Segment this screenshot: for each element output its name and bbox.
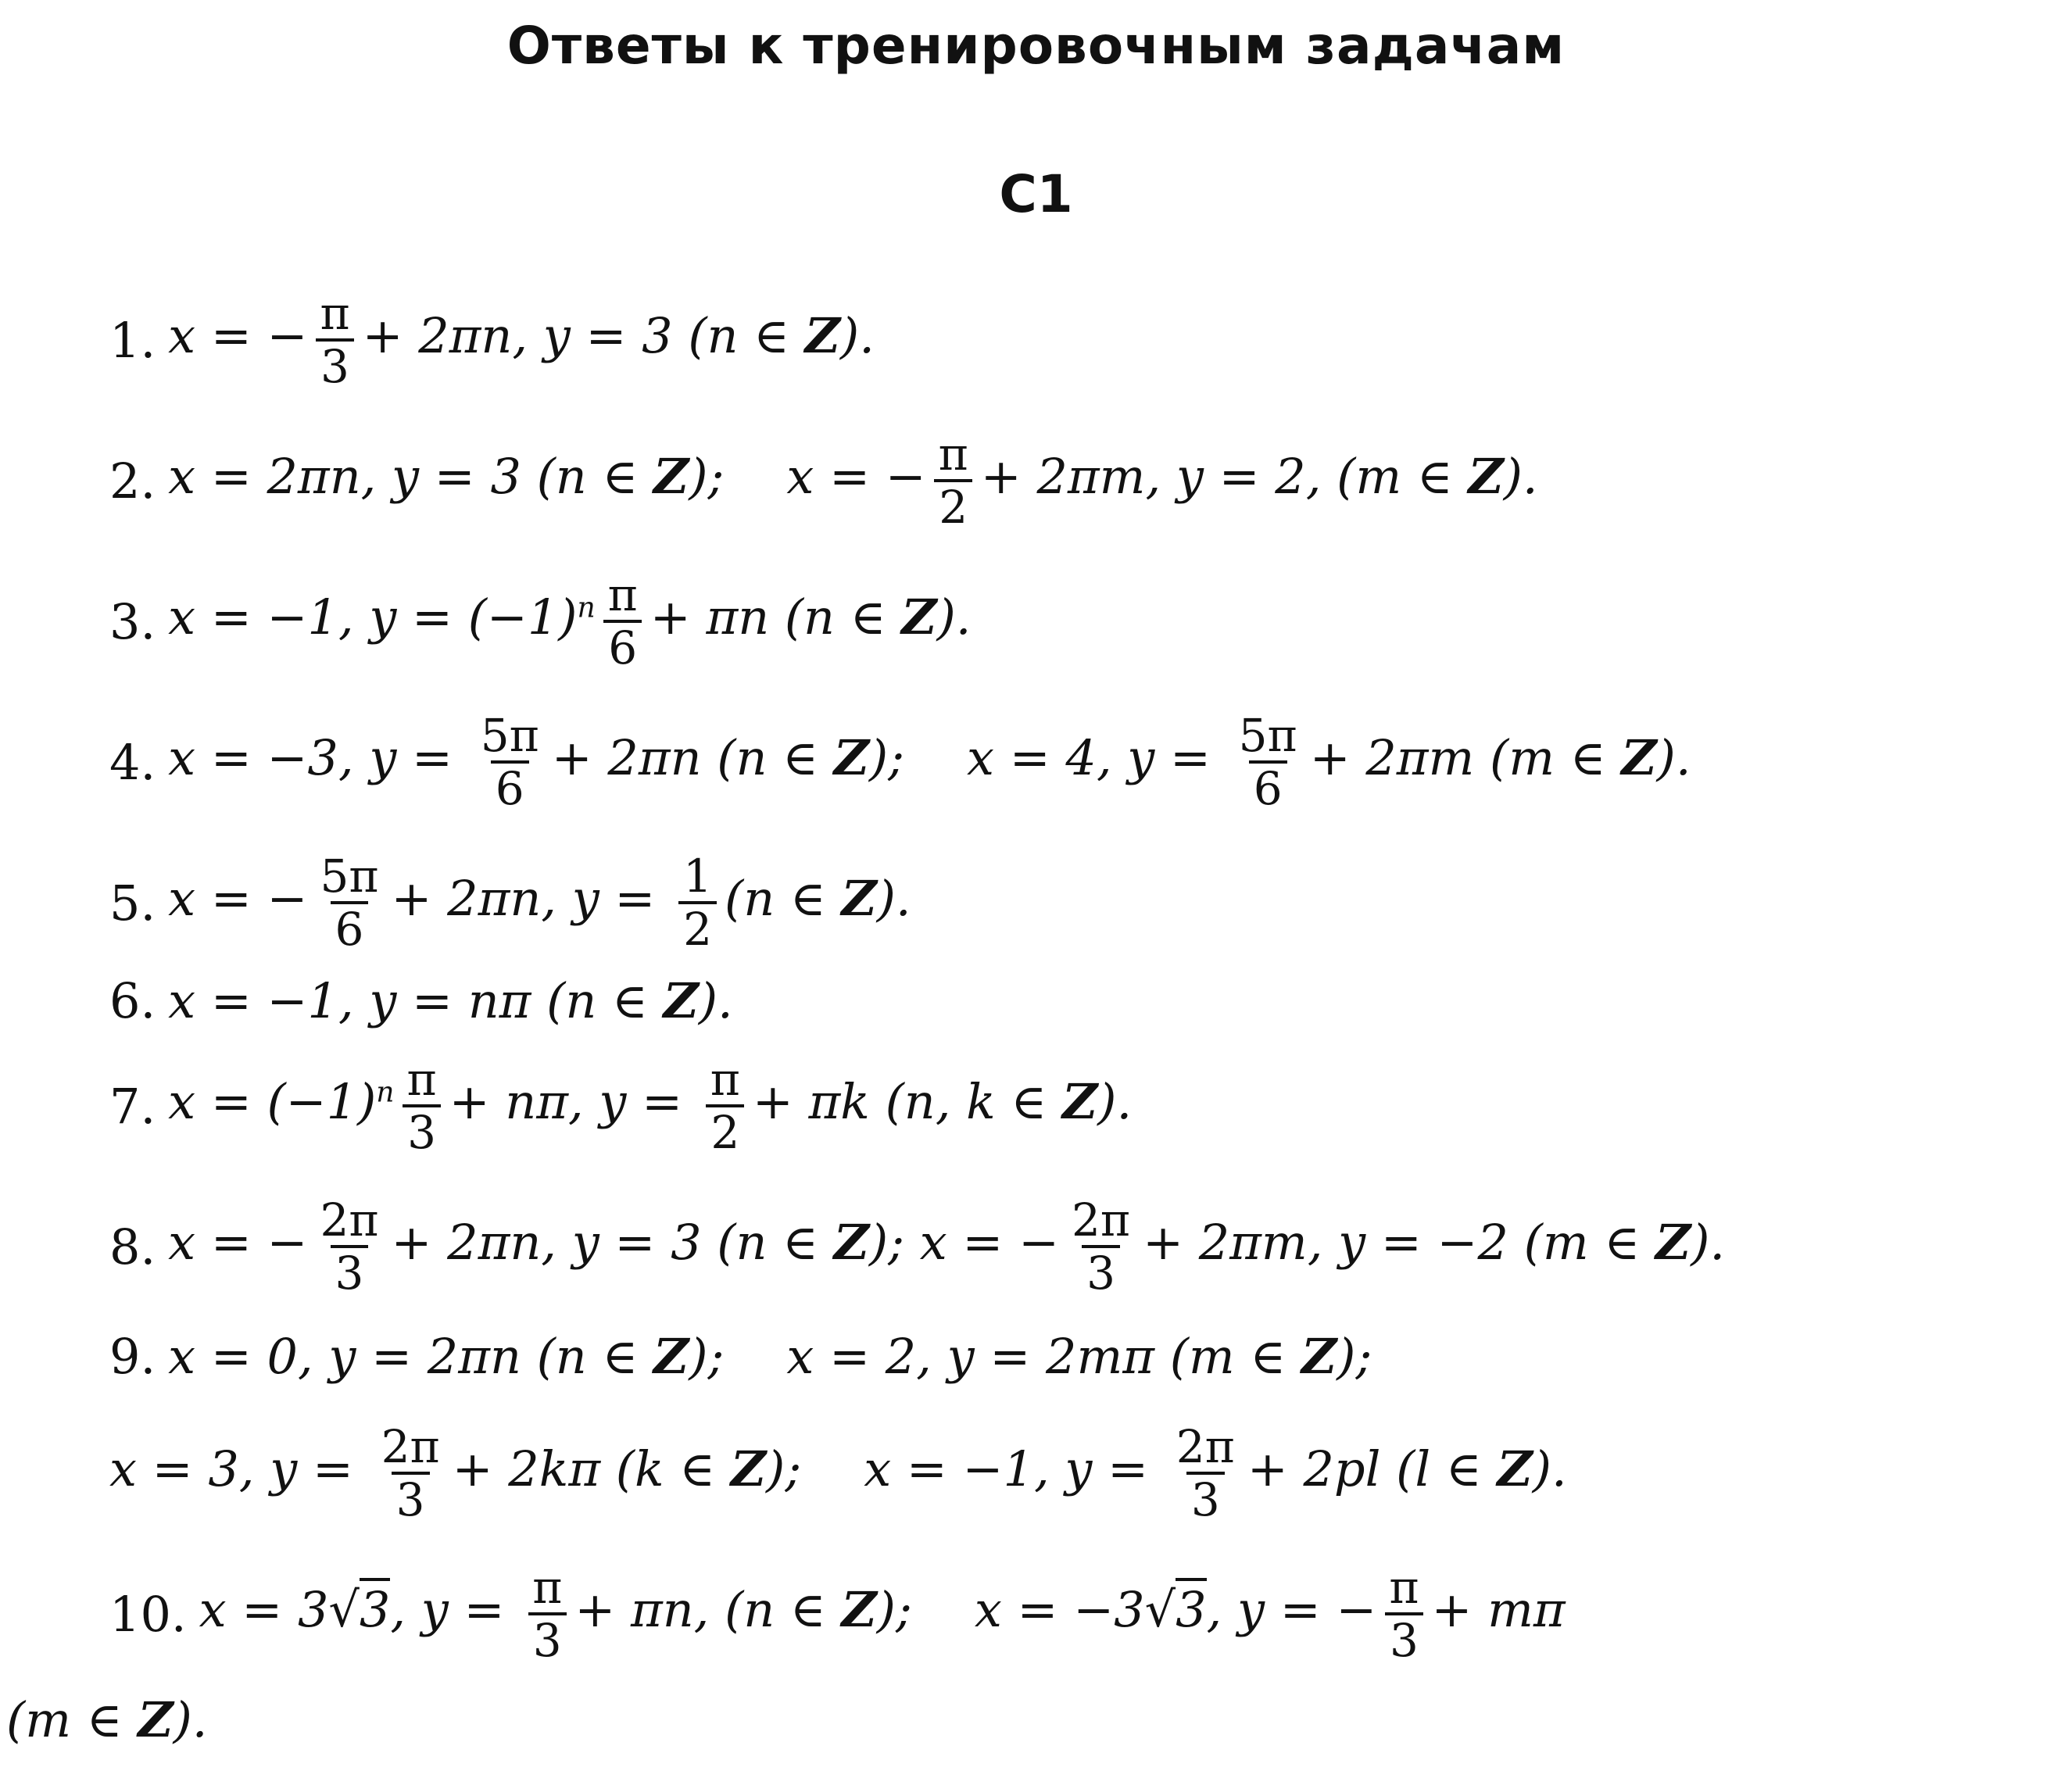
answer-7: 7. $x = (-1)^n$ $\frac{\pi}{3}$ + nπ, y = $\frac{\pi}{2}$ + πk (n, k ∈ Z). (109, 1053, 1133, 1159)
answer-10: 10. x = 3√3, y = $\frac{\pi}{3}$ + πn, (n ∈ Z); x = −3√3, y = − $\frac{\pi}{3}$ + mπ (109, 1561, 1566, 1667)
answer-number: 7. (109, 1077, 156, 1135)
answer-number: 10. (109, 1585, 187, 1643)
answer-number: 6. (109, 971, 156, 1029)
answer-8: 8. x = − $\frac{2\pi}{3}$ + 2πn, y = 3 (n ∈ Z); x = − $\frac{2\pi}{3}$ + 2πm, y = −2 (m ∈ Z). (109, 1193, 1726, 1300)
answer-5: 5. x = − $\frac{5\pi}{6}$ + 2πn, y = $\frac{1}{2}$ (n ∈ Z). (109, 850, 911, 956)
answer-1: 1. x = − $\frac{\pi}{3}$ + 2πn, y = 3 (n ∈ Z). (109, 287, 875, 393)
answer-number: 4. (109, 733, 156, 791)
answer-number: 1. (109, 311, 156, 369)
answer-number: 8. (109, 1218, 156, 1275)
answer-number: 2. (109, 452, 156, 510)
answer-9-continued: x = 3, y = $\frac{2\pi}{3}$ + 2kπ (k ∈ Z); x = −1, y = $\frac{2\pi}{3}$ + 2pl (l ∈ Z). (109, 1420, 1567, 1526)
answer-10-continued: (m ∈ Z). (6, 1690, 208, 1748)
answer-9: 9. x = 0, y = 2πn (n ∈ Z); x = 2, y = 2mπ (m ∈ Z); (109, 1327, 1372, 1385)
section-heading: C1 (999, 164, 1073, 224)
answer-2: 2. x = 2πn, y = 3 (n ∈ Z); x = − $\frac{\pi}{2}$ + 2πm, y = 2, (m ∈ Z). (109, 428, 1538, 534)
answer-number: 9. (109, 1327, 156, 1385)
page-title: Ответы к тренировочным задачам (506, 16, 1566, 76)
answer-3: 3. x = −1, $y = (-1)^n$ $\frac{\pi}{6}$ + πn (n ∈ Z). (109, 568, 972, 674)
answer-number: 5. (109, 874, 156, 932)
answer-number: 3. (109, 592, 156, 650)
answer-6: 6. x = −1, y = nπ (n ∈ Z). (109, 971, 733, 1029)
answer-4: 4. x = −3, y = $\frac{5\pi}{6}$ + 2πn (n ∈ Z); x = 4, y = $\frac{5\pi}{6}$ + 2πm (m ∈ Z). (109, 709, 1691, 815)
